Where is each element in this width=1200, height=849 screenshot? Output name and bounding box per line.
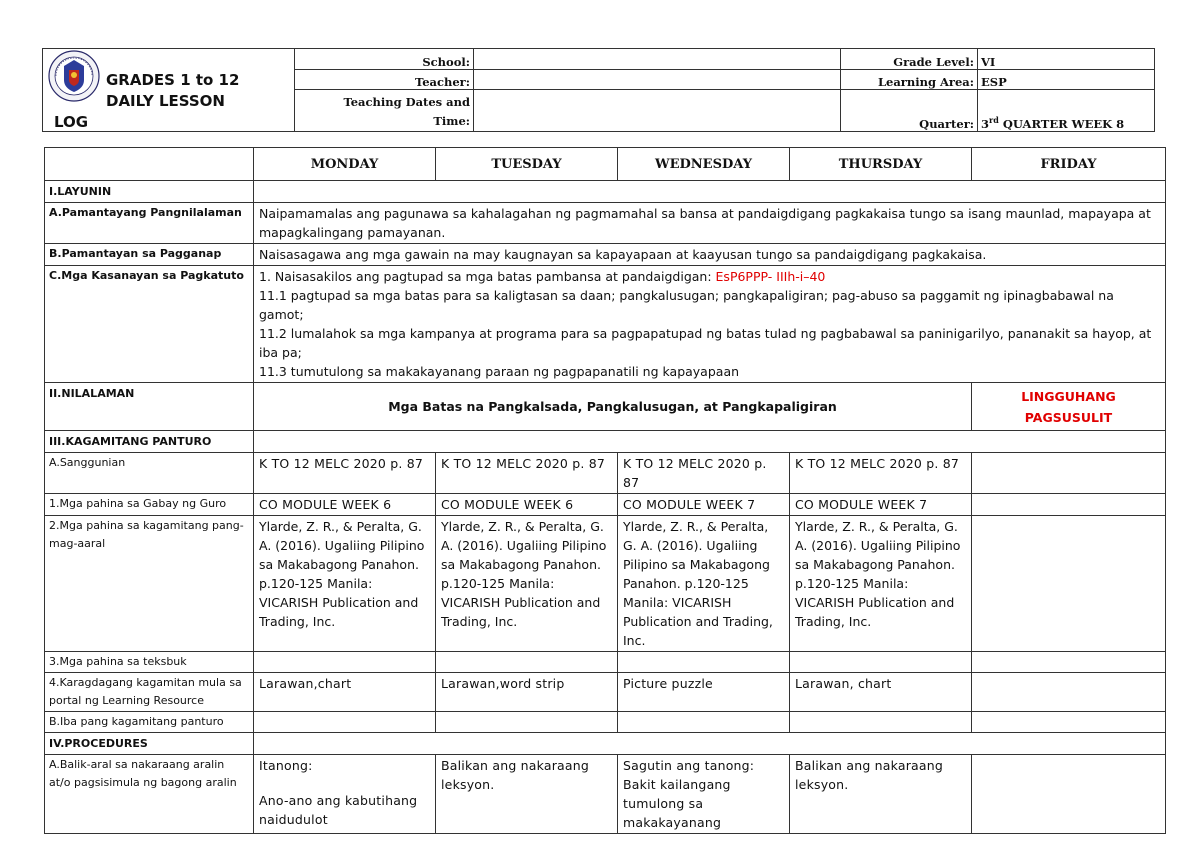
- lesson-log-table: [44, 147, 1166, 834]
- competency-code: EsP6PPP- IIIh-i–40: [715, 269, 826, 284]
- kasanayan-line-2: 11.1 pagtupad sa mga batas para sa kaligtasan sa daan; pangkalusugan; pangkapaligiran; pag-abuso sa paggamit ng ipinagbabawal na gamot;: [259, 288, 1114, 322]
- kasanayan-line-1: 1. Naisasakilos ang pagtupad sa mga batas pambansa at pandaigdigan:: [259, 269, 716, 284]
- school-field[interactable]: [474, 49, 841, 70]
- gabay-wed[interactable]: CO MODULE WEEK 7: [618, 494, 790, 516]
- day-wednesday: WEDNESDAY: [618, 148, 790, 181]
- pamantayang-text[interactable]: Naipamamalas ang pagunawa sa kahalagahan ng pagmamahal sa bansa at pandaigdigang pagkakaisa tungo sa isang maunlad, mapayapa at mapagkalingang pamayanan.: [254, 203, 1166, 244]
- kagamitang-tue[interactable]: Ylarde, Z. R., & Peralta, G. A. (2016). Ugaliing Pilipino sa Makabagong Panahon. p.120-125 Manila: VICARISH Publication and Trading, Inc.: [436, 516, 618, 652]
- title-line-2: DAILY LESSON: [106, 92, 225, 110]
- balik-mon-line1: Itanong:: [259, 758, 313, 773]
- sanggunian-thu[interactable]: K TO 12 MELC 2020 p. 87: [790, 453, 972, 494]
- karagdagang-tue[interactable]: Larawan,word strip: [436, 673, 618, 712]
- row-label-iba: B.Iba pang kagamitang panturo: [45, 712, 254, 733]
- teksbuk-wed[interactable]: [618, 652, 790, 673]
- section-layunin-fill: [254, 181, 1166, 203]
- iba-mon[interactable]: [254, 712, 436, 733]
- teaching-dates-label-line1: Teaching Dates and: [343, 95, 470, 109]
- title-line-1: GRADES 1 to 12: [106, 71, 240, 89]
- section-layunin: I.LAYUNIN: [45, 181, 254, 203]
- deped-seal-icon: [48, 50, 100, 102]
- teaching-dates-label: [295, 90, 474, 132]
- karagdagang-mon[interactable]: Larawan,chart: [254, 673, 436, 712]
- balik-mon[interactable]: [254, 755, 436, 834]
- teacher-field[interactable]: [474, 70, 841, 90]
- table-row: [45, 266, 1166, 383]
- table-row: [45, 712, 1166, 733]
- kagamitang-fri[interactable]: [972, 516, 1166, 652]
- learning-area-label: Learning Area:: [841, 70, 978, 90]
- quarter-suffix: rd: [989, 115, 999, 126]
- teaching-dates-field[interactable]: [474, 90, 841, 132]
- teacher-label: Teacher:: [295, 70, 474, 90]
- row-label-kagamitang: 2.Mga pahina sa kagamitang pang-mag-aaral: [45, 516, 254, 652]
- table-row: [45, 755, 1166, 834]
- gabay-fri[interactable]: [972, 494, 1166, 516]
- table-row: [45, 383, 1166, 431]
- weekly-review-label: LINGGUHANG PAGSUSULIT: [972, 383, 1166, 431]
- quarter-number: 3: [981, 117, 990, 131]
- header-title: [54, 70, 240, 131]
- teaching-dates-label-line2: Time:: [433, 114, 470, 128]
- section-kagamitan-row: [45, 431, 1166, 453]
- lesson-topic[interactable]: Mga Batas na Pangkalsada, Pangkalusugan, at Pangkapaligiran: [254, 383, 972, 431]
- sanggunian-fri[interactable]: [972, 453, 1166, 494]
- day-monday: MONDAY: [254, 148, 436, 181]
- karagdagang-thu[interactable]: Larawan, chart: [790, 673, 972, 712]
- section-procedures-row: [45, 733, 1166, 755]
- school-label: School:: [295, 49, 474, 70]
- kasanayan-line-4: 11.3 tumutulong sa makakayanang paraan ng pagpapanatili ng kapayapaan: [259, 364, 740, 379]
- row-label-pagganap: B.Pamantayan sa Pagganap: [45, 244, 254, 266]
- kagamitang-wed[interactable]: Ylarde, Z. R., & Peralta, G. A. (2016). Ugaliing Pilipino sa Makabagong Panahon. p.120-125 Manila: VICARISH Publication and Trading, Inc.: [618, 516, 790, 652]
- quarter-text: QUARTER WEEK 8: [998, 117, 1125, 131]
- teksbuk-tue[interactable]: [436, 652, 618, 673]
- gabay-thu[interactable]: CO MODULE WEEK 7: [790, 494, 972, 516]
- table-row: [45, 203, 1166, 244]
- days-header-row: [45, 148, 1166, 181]
- table-row: [45, 673, 1166, 712]
- corner-cell: [45, 148, 254, 181]
- day-thursday: THURSDAY: [790, 148, 972, 181]
- gabay-mon[interactable]: CO MODULE WEEK 6: [254, 494, 436, 516]
- balik-tue[interactable]: Balikan ang nakaraang leksyon.: [436, 755, 618, 834]
- row-label-sanggunian: A.Sanggunian: [45, 453, 254, 494]
- section-nilalaman: II.NILALAMAN: [45, 383, 254, 431]
- school-info-table: [294, 48, 1155, 132]
- table-row: [45, 494, 1166, 516]
- day-tuesday: TUESDAY: [436, 148, 618, 181]
- section-procedures-fill: [254, 733, 1166, 755]
- table-row: [45, 453, 1166, 494]
- sanggunian-tue[interactable]: K TO 12 MELC 2020 p. 87: [436, 453, 618, 494]
- balik-thu[interactable]: Balikan ang nakaraang leksyon.: [790, 755, 972, 834]
- iba-wed[interactable]: [618, 712, 790, 733]
- row-label-gabay: 1.Mga pahina sa Gabay ng Guro: [45, 494, 254, 516]
- section-layunin-row: [45, 181, 1166, 203]
- pagganap-text[interactable]: Naisasagawa ang mga gawain na may kaugnayan sa kapayapaan at kaayusan tungo sa pandaigdigang pagkakaisa.: [254, 244, 1166, 266]
- quarter-value[interactable]: [978, 90, 1155, 132]
- sanggunian-wed[interactable]: K TO 12 MELC 2020 p. 87: [618, 453, 790, 494]
- kasanayan-line-3: 11.2 lumalahok sa mga kampanya at programa para sa pagpapatupad ng batas tulad ng pagbabawal sa paninigarilyo, pananakit sa hayop, at iba pa;: [259, 326, 1152, 360]
- table-row: [45, 244, 1166, 266]
- row-label-balik: A.Balik-aral sa nakaraang aralin at/o pagsisimula ng bagong aralin: [45, 755, 254, 834]
- section-kagamitan: III.KAGAMITANG PANTURO: [45, 431, 254, 453]
- learning-area-value[interactable]: ESP: [978, 70, 1155, 90]
- teksbuk-thu[interactable]: [790, 652, 972, 673]
- karagdagang-fri[interactable]: [972, 673, 1166, 712]
- kagamitang-thu[interactable]: Ylarde, Z. R., & Peralta, G. A. (2016). Ugaliing Pilipino sa Makabagong Panahon. p.120-125 Manila: VICARISH Publication and Trading, Inc.: [790, 516, 972, 652]
- row-label-pamantayang: A.Pamantayang Pangnilalaman: [45, 203, 254, 244]
- grade-level-value[interactable]: VI: [978, 49, 1155, 70]
- row-label-teksbuk: 3.Mga pahina sa teksbuk: [45, 652, 254, 673]
- teksbuk-fri[interactable]: [972, 652, 1166, 673]
- karagdagang-wed[interactable]: Picture puzzle: [618, 673, 790, 712]
- balik-fri[interactable]: [972, 755, 1166, 834]
- sanggunian-mon[interactable]: K TO 12 MELC 2020 p. 87: [254, 453, 436, 494]
- grade-level-label: Grade Level:: [841, 49, 978, 70]
- table-row: [45, 652, 1166, 673]
- iba-thu[interactable]: [790, 712, 972, 733]
- row-label-karagdagang: 4.Karagdagang kagamitan mula sa portal ng Learning Resource: [45, 673, 254, 712]
- section-procedures: IV.PROCEDURES: [45, 733, 254, 755]
- quarter-label: Quarter:: [841, 90, 978, 132]
- gabay-tue[interactable]: CO MODULE WEEK 6: [436, 494, 618, 516]
- teksbuk-mon[interactable]: [254, 652, 436, 673]
- balik-mon-line2: Ano-ano ang kabutihang naidudulot: [259, 793, 418, 827]
- iba-fri[interactable]: [972, 712, 1166, 733]
- day-friday: FRIDAY: [972, 148, 1166, 181]
- title-line-3: LOG: [54, 113, 89, 131]
- section-kagamitan-fill: [254, 431, 1166, 453]
- balik-wed[interactable]: Sagutin ang tanong: Bakit kailangang tumulong sa makakayanang: [618, 755, 790, 834]
- row-label-kasanayan: C.Mga Kasanayan sa Pagkatuto: [45, 266, 254, 383]
- kasanayan-text[interactable]: [254, 266, 1166, 383]
- iba-tue[interactable]: [436, 712, 618, 733]
- table-row: [45, 516, 1166, 652]
- kagamitang-mon[interactable]: Ylarde, Z. R., & Peralta, G. A. (2016). Ugaliing Pilipino sa Makabagong Panahon. p.120-125 Manila: VICARISH Publication and Trading, Inc.: [254, 516, 436, 652]
